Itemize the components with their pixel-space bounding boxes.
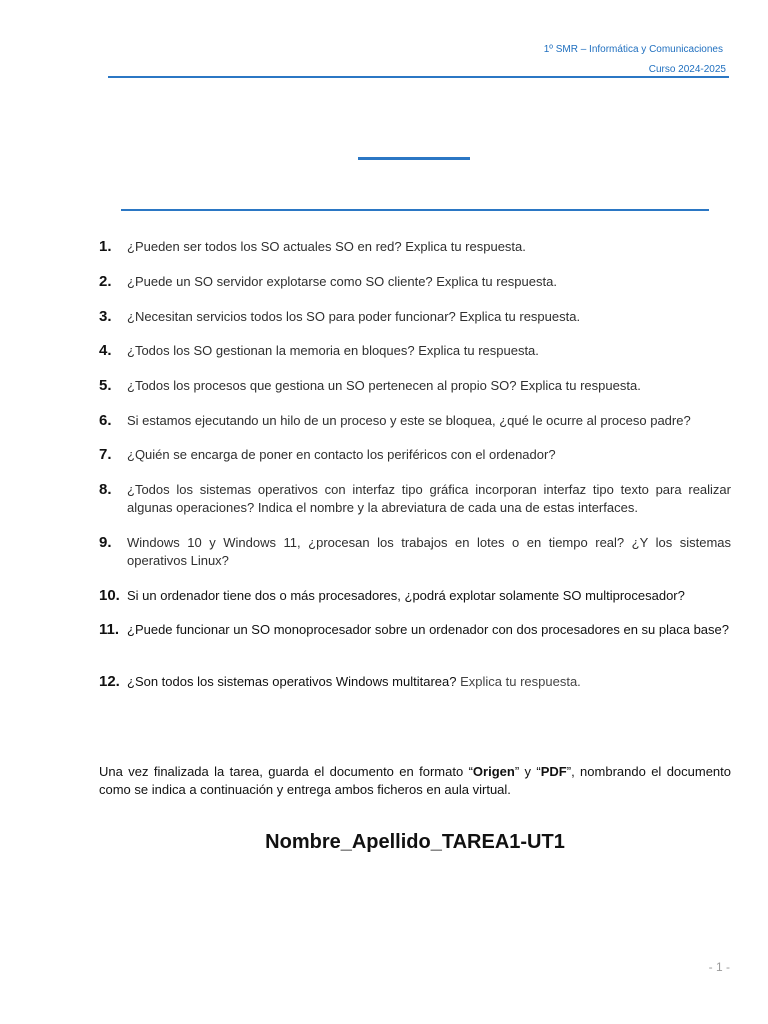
question-4 xyxy=(99,342,731,360)
format-origen: Origen xyxy=(472,764,515,779)
question-number: 11. xyxy=(99,621,120,638)
question-7 xyxy=(99,446,731,464)
question-text: ¿Todos los sistemas operativos con interfaz tipo gráfica incorporan interfaz tipo texto para realizar algunas operaciones? Indica el nombre y la abreviatura de cada una de estas interfaces. xyxy=(127,482,731,515)
question-2 xyxy=(99,273,731,291)
final-instructions xyxy=(99,763,731,799)
question-text: ¿Quién se encarga de poner en contacto los periféricos con el ordenador? xyxy=(127,447,556,462)
question-text: ¿Necesitan servicios todos los SO para poder funcionar? Explica tu respuesta. xyxy=(127,309,581,324)
question-5 xyxy=(99,377,731,395)
title-placeholder-rule xyxy=(358,157,470,160)
question-number: 8. xyxy=(99,481,112,498)
format-pdf: PDF xyxy=(540,764,567,779)
question-8 xyxy=(99,481,731,517)
question-text: ¿Pueden ser todos los SO actuales SO en red? Explica tu respuesta. xyxy=(127,239,526,254)
final-note-text: ”, nombrando el documento como se indica a continuación y entrega ambos ficheros en aula virtual. xyxy=(99,764,732,797)
final-note-text: Una vez finalizada la tarea, guarda el documento en formato “ xyxy=(99,764,473,779)
question-1 xyxy=(99,238,731,256)
question-text: ¿Todos los procesos que gestiona un SO pertenecen al propio SO? Explica tu respuesta. xyxy=(127,378,641,393)
filename-title: Nombre_Apellido_TAREA1-UT1 xyxy=(265,831,565,853)
question-number: 9. xyxy=(99,534,112,551)
question-text: ¿Todos los SO gestionan la memoria en bloques? Explica tu respuesta. xyxy=(127,343,539,358)
question-number: 10. xyxy=(99,587,120,604)
header-course: 1º SMR – Informática y Comunicaciones xyxy=(543,44,723,55)
question-text-hint: Explica tu respuesta. xyxy=(460,674,581,689)
question-10 xyxy=(99,587,731,605)
question-9 xyxy=(99,534,731,570)
question-number: 2. xyxy=(99,273,112,290)
question-text: Windows 10 y Windows 11, ¿procesan los trabajos en lotes o en tiempo real? ¿Y los sistemas operativos Linux? xyxy=(127,535,731,568)
question-number: 5. xyxy=(99,377,112,394)
question-number: 1. xyxy=(99,238,112,255)
question-number: 6. xyxy=(99,412,112,429)
question-text: ¿Puede un SO servidor explotarse como SO cliente? Explica tu respuesta. xyxy=(127,274,557,289)
question-text-main: ¿Son todos los sistemas operativos Windows multitarea? xyxy=(127,674,457,689)
question-3 xyxy=(99,308,731,326)
question-text xyxy=(127,673,731,691)
question-number: 4. xyxy=(99,342,112,359)
final-note-text: ” y “ xyxy=(514,764,541,779)
question-number: 3. xyxy=(99,308,112,325)
question-text: Si un ordenador tiene dos o más procesadores, ¿podrá explotar solamente SO multiprocesador? xyxy=(127,588,685,603)
question-number: 12. xyxy=(99,673,120,690)
question-6 xyxy=(99,412,731,430)
question-text: ¿Puede funcionar un SO monoprocesador sobre un ordenador con dos procesadores en su placa base? xyxy=(127,622,729,637)
subtitle-placeholder-rule xyxy=(121,209,709,211)
question-12 xyxy=(99,673,731,691)
question-text: Si estamos ejecutando un hilo de un proceso y este se bloquea, ¿qué le ocurre al proceso padre? xyxy=(127,413,691,428)
question-number: 7. xyxy=(99,446,112,463)
page-number: - 1 - xyxy=(708,960,730,974)
header-rule xyxy=(108,76,729,78)
question-11 xyxy=(99,621,731,639)
header-year: Curso 2024-2025 xyxy=(648,64,726,75)
